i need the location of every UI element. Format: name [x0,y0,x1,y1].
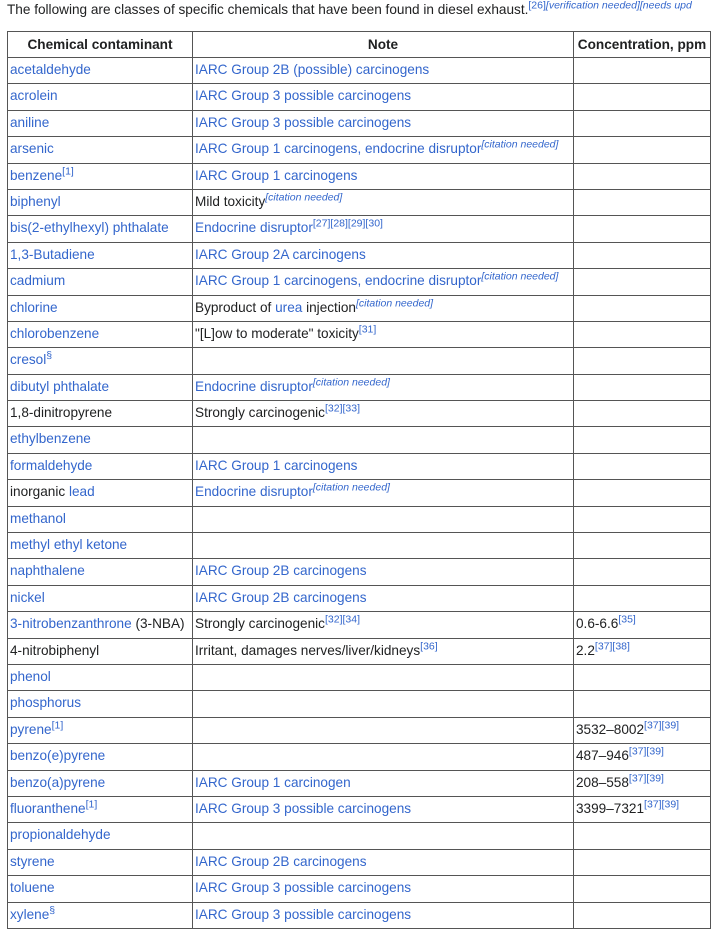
chemical-cell [8,612,193,638]
chemical-link[interactable]: chlorine [10,299,58,315]
table-row [8,242,711,268]
concentration-cell [574,242,711,268]
table-row [8,585,711,611]
concentration-cell [574,216,711,242]
chemical-cell [8,374,193,400]
chemical-cell [8,453,193,479]
citation-link[interactable]: [37][38] [594,640,630,653]
concentration-cell [574,849,711,875]
chemical-name: 1,8-dinitropyrene [10,405,113,421]
concentration-cell [574,401,711,427]
concentration-cell [574,321,711,347]
table-row [8,110,711,136]
table-row [8,664,711,690]
concentration-value: 2.2 [576,642,595,658]
note-cell [193,664,574,690]
note-cell [193,691,574,717]
chemical-link[interactable]: toluene [10,880,55,896]
footnote-link[interactable]: § [49,903,56,916]
chemical-cell [8,585,193,611]
note-citation [313,218,383,230]
chemical-link[interactable]: acetaldehyde [10,62,91,77]
intro-text: The following are classes of specific chemicals that have been found in diesel exhaust. [7,2,529,17]
note-cell [193,295,574,321]
concentration-cell [574,506,711,532]
note-cell [193,58,574,84]
chemical-cell [8,823,193,849]
concentration-cell [574,664,711,690]
table-row [8,849,711,875]
citation-link[interactable]: [citation needed] [355,296,434,309]
concentration-citation [629,772,664,784]
intro-ref-link[interactable]: [26] [528,0,546,12]
chemical-link[interactable]: fluoranthene [10,800,86,816]
note-cell [193,823,574,849]
chemical-link[interactable]: naphthalene [10,563,85,579]
table-row [8,137,711,163]
note-cell [193,427,574,453]
citation-link[interactable]: [citation needed] [265,191,343,204]
note-text: "[L]ow to moderate" toxicity [195,325,359,341]
concentration-cell [574,269,711,295]
note-cell [193,163,574,189]
note-cell [193,876,574,902]
chemical-link[interactable]: methanol [10,510,66,526]
note-link[interactable]: IARC Group 3 possible carcinogens [195,906,412,922]
table-row [8,295,711,321]
chemical-link[interactable]: styrene [10,853,55,869]
concentration-cell [574,770,711,796]
chemical-cell [8,321,193,347]
chemical-cell [8,691,193,717]
chemical-cell [8,269,193,295]
chemical-link[interactable]: benzo(e)pyrene [10,748,106,764]
chemical-suffix: (3-NBA) [131,616,185,632]
note-prefix: Byproduct of [195,299,276,315]
table-row [8,902,711,928]
citation-link[interactable]: [37][39] [644,719,680,732]
concentration-cell [574,374,711,400]
note-cell [193,612,574,638]
chemical-cell [8,216,193,242]
note-text: Mild toxicity [195,193,266,209]
table-row [8,876,711,902]
table-row [8,84,711,110]
chemical-link[interactable]: xylene [10,906,50,922]
chemical-link[interactable]: cresol [10,352,47,368]
table-row [8,401,711,427]
chemical-link[interactable]: cadmium [10,273,66,289]
concentration-cell [574,58,711,84]
note-link[interactable]: IARC Group 2B carcinogens [195,589,367,605]
note-cell [193,638,574,664]
chemical-cell [8,348,193,374]
concentration-value: 3399–7321 [576,800,645,816]
citation-link[interactable]: [31] [358,323,377,336]
chemical-cell [8,506,193,532]
table-row [8,717,711,743]
note-link[interactable]: IARC Group 1 carcinogen [195,774,351,790]
concentration-citation [644,719,679,731]
note-citation [356,297,433,309]
chemical-link[interactable]: phenol [10,668,51,684]
concentration-cell [574,902,711,928]
chemical-cell [8,480,193,506]
citation-link[interactable]: [36] [420,640,438,653]
note-cell [193,717,574,743]
note-cell [193,321,574,347]
table-row [8,770,711,796]
chemical-link[interactable]: phosphorus [10,695,82,711]
note-link[interactable]: IARC Group 3 possible carcinogens [195,114,412,130]
table-row [8,506,711,532]
table-row [8,321,711,347]
concentration-cell [574,717,711,743]
concentration-cell [574,796,711,822]
footnote-link[interactable]: § [46,349,53,362]
citation-link[interactable]: [32][33] [324,402,360,415]
header-concentration: Concentration, ppm [574,32,711,58]
concentration-cell [574,295,711,321]
table-row [8,796,711,822]
table-row [8,744,711,770]
table-row [8,269,711,295]
note-cell [193,348,574,374]
chemical-footnote [62,165,74,177]
concentration-citation [618,614,636,626]
table-header-row [8,32,711,58]
table-row [8,612,711,638]
chemical-cell [8,295,193,321]
chemical-link[interactable]: benzene [10,167,63,183]
chemical-link[interactable]: chlorobenzene [10,325,100,341]
note-suffix: injection [302,299,356,315]
note-cell [193,269,574,295]
note-citation [325,403,360,415]
chemical-cell [8,58,193,84]
chemical-cell [8,638,193,664]
citation-link[interactable]: [37][39] [628,772,664,785]
note-cell [193,744,574,770]
chemical-link[interactable]: methyl ethyl ketone [10,537,128,553]
note-citation [420,640,438,652]
note-cell [193,796,574,822]
chemical-link[interactable]: aniline [10,114,50,130]
chemical-link[interactable]: acrolein [10,88,58,104]
chemical-link[interactable]: 1,3-Butadiene [10,246,95,262]
note-link[interactable]: IARC Group 2B carcinogens [195,563,367,579]
chemical-prefix: inorganic [10,484,69,500]
diesel-chemicals-table [7,31,711,929]
chemical-link[interactable]: dibutyl phthalate [10,378,110,394]
concentration-value: 3532–8002 [576,721,645,737]
chemical-cell [8,242,193,268]
note-text: Strongly carcinogenic [195,405,325,421]
citation-link[interactable]: [37][39] [644,798,680,811]
note-citation [325,614,360,626]
note-citation [359,323,377,335]
note-cell [193,480,574,506]
note-link[interactable]: Endocrine disruptor [195,378,313,394]
table-row [8,189,711,215]
note-cell [193,189,574,215]
note-link[interactable]: urea [275,299,303,315]
note-cell [193,216,574,242]
concentration-cell [574,137,711,163]
table-body [8,58,711,929]
table-row [8,453,711,479]
note-text: Irritant, damages nerves/liver/kidneys [195,642,421,658]
note-cell [193,902,574,928]
table-row [8,823,711,849]
note-cell [193,770,574,796]
concentration-cell [574,533,711,559]
citation-link[interactable]: [27][28][29][30] [312,217,383,230]
note-citation [481,271,558,283]
chemical-cell [8,163,193,189]
concentration-citation [629,746,664,758]
chemical-cell [8,849,193,875]
concentration-cell [574,876,711,902]
concentration-cell [574,612,711,638]
note-cell [193,506,574,532]
header-chemical-contaminant: Chemical contaminant [8,32,193,58]
note-cell [193,137,574,163]
concentration-cell [574,84,711,110]
note-link[interactable]: IARC Group 2B (possible) carcinogens [195,62,430,77]
note-cell [193,110,574,136]
chemical-cell [8,401,193,427]
concentration-cell [574,638,711,664]
note-cell [193,849,574,875]
table-row [8,691,711,717]
concentration-cell [574,163,711,189]
header-note: Note [193,32,574,58]
chemical-cell [8,876,193,902]
concentration-cell [574,744,711,770]
table-row [8,638,711,664]
note-cell [193,585,574,611]
concentration-cell [574,189,711,215]
concentration-cell [574,480,711,506]
note-link[interactable]: IARC Group 1 carcinogens, endocrine disruptor [195,273,482,289]
note-cell [193,533,574,559]
note-cell [193,559,574,585]
chemical-cell [8,189,193,215]
note-cell [193,453,574,479]
concentration-citation [644,798,679,810]
citation-link[interactable]: [citation needed] [481,270,559,283]
citation-link[interactable]: [citation needed] [312,376,390,389]
concentration-cell [574,559,711,585]
chemical-cell [8,796,193,822]
note-link[interactable]: IARC Group 1 carcinogens, endocrine disruptor [195,141,482,157]
note-link[interactable]: IARC Group 1 carcinogens [195,167,358,183]
concentration-cell [574,585,711,611]
table-row [8,374,711,400]
concentration-cell [574,691,711,717]
table-row [8,427,711,453]
chemical-link[interactable]: formaldehyde [10,457,93,473]
concentration-value: 208–558 [576,774,629,790]
citation-link[interactable]: [32][34] [324,613,360,626]
chemical-link[interactable]: arsenic [10,141,54,157]
footnote-link[interactable]: [1] [85,798,98,811]
note-link[interactable]: IARC Group 1 carcinogens [195,457,358,473]
table-row [8,216,711,242]
chemical-link[interactable]: propionaldehyde [10,827,111,843]
citation-link[interactable]: [citation needed] [481,138,559,151]
note-link[interactable]: IARC Group 2B carcinogens [195,853,367,869]
chemical-footnote [86,798,98,810]
note-cell [193,401,574,427]
note-citation [265,191,342,203]
concentration-value: 0.6-6.6 [576,616,619,632]
note-link[interactable]: IARC Group 2A carcinogens [195,246,366,262]
needs-update-link[interactable]: [needs upd [639,0,692,12]
note-link[interactable]: IARC Group 3 possible carcinogens [195,800,412,816]
table-row [8,58,711,84]
table-row [8,163,711,189]
chemical-cell [8,137,193,163]
chemical-link[interactable]: ethylbenzene [10,431,91,447]
chemical-link[interactable]: lead [68,484,95,500]
footnote-link[interactable]: [1] [62,165,74,178]
chemical-cell [8,717,193,743]
concentration-cell [574,348,711,374]
chemical-cell [8,770,193,796]
chemical-link[interactable]: 3-nitrobenzanthrone [10,616,132,632]
chemical-footnote [46,350,52,362]
chemical-link[interactable]: nickel [10,589,45,605]
chemical-link[interactable]: benzo(a)pyrene [10,774,106,790]
intro-paragraph [7,0,692,24]
chemical-cell [8,84,193,110]
chemical-cell [8,744,193,770]
concentration-cell [574,823,711,849]
citation-link[interactable]: [citation needed] [312,481,390,494]
chemical-link[interactable]: bis(2-ethylhexyl) phthalate [10,220,169,236]
table-row [8,480,711,506]
concentration-cell [574,453,711,479]
note-link[interactable]: Endocrine disruptor [195,220,313,236]
chemical-cell [8,533,193,559]
chemical-link[interactable]: pyrene [10,721,52,737]
citation-link[interactable]: [37][39] [628,745,664,758]
note-cell [193,242,574,268]
note-link[interactable]: IARC Group 3 possible carcinogens [195,880,412,896]
concentration-citation [595,640,630,652]
footnote-link[interactable]: [1] [51,719,64,732]
chemical-cell [8,559,193,585]
note-citation [313,376,390,388]
concentration-cell [574,110,711,136]
note-link[interactable]: Endocrine disruptor [195,484,313,500]
chemical-link[interactable]: biphenyl [10,193,61,209]
table-row [8,533,711,559]
table-row [8,559,711,585]
verification-needed-link[interactable]: [verification needed] [545,0,640,12]
chemical-cell [8,664,193,690]
chemical-cell [8,427,193,453]
note-cell [193,84,574,110]
chemical-name: 4-nitrobiphenyl [10,642,100,658]
note-link[interactable]: IARC Group 3 possible carcinogens [195,88,412,104]
note-text: Strongly carcinogenic [195,616,325,632]
note-citation [313,482,390,494]
table-row [8,348,711,374]
chemical-cell [8,110,193,136]
concentration-cell [574,427,711,453]
note-cell [193,374,574,400]
chemical-cell [8,902,193,928]
chemical-footnote [49,904,55,916]
chemical-footnote [52,719,64,731]
note-citation [481,139,558,151]
citation-link[interactable]: [35] [618,613,636,626]
concentration-value: 487–946 [576,748,629,764]
